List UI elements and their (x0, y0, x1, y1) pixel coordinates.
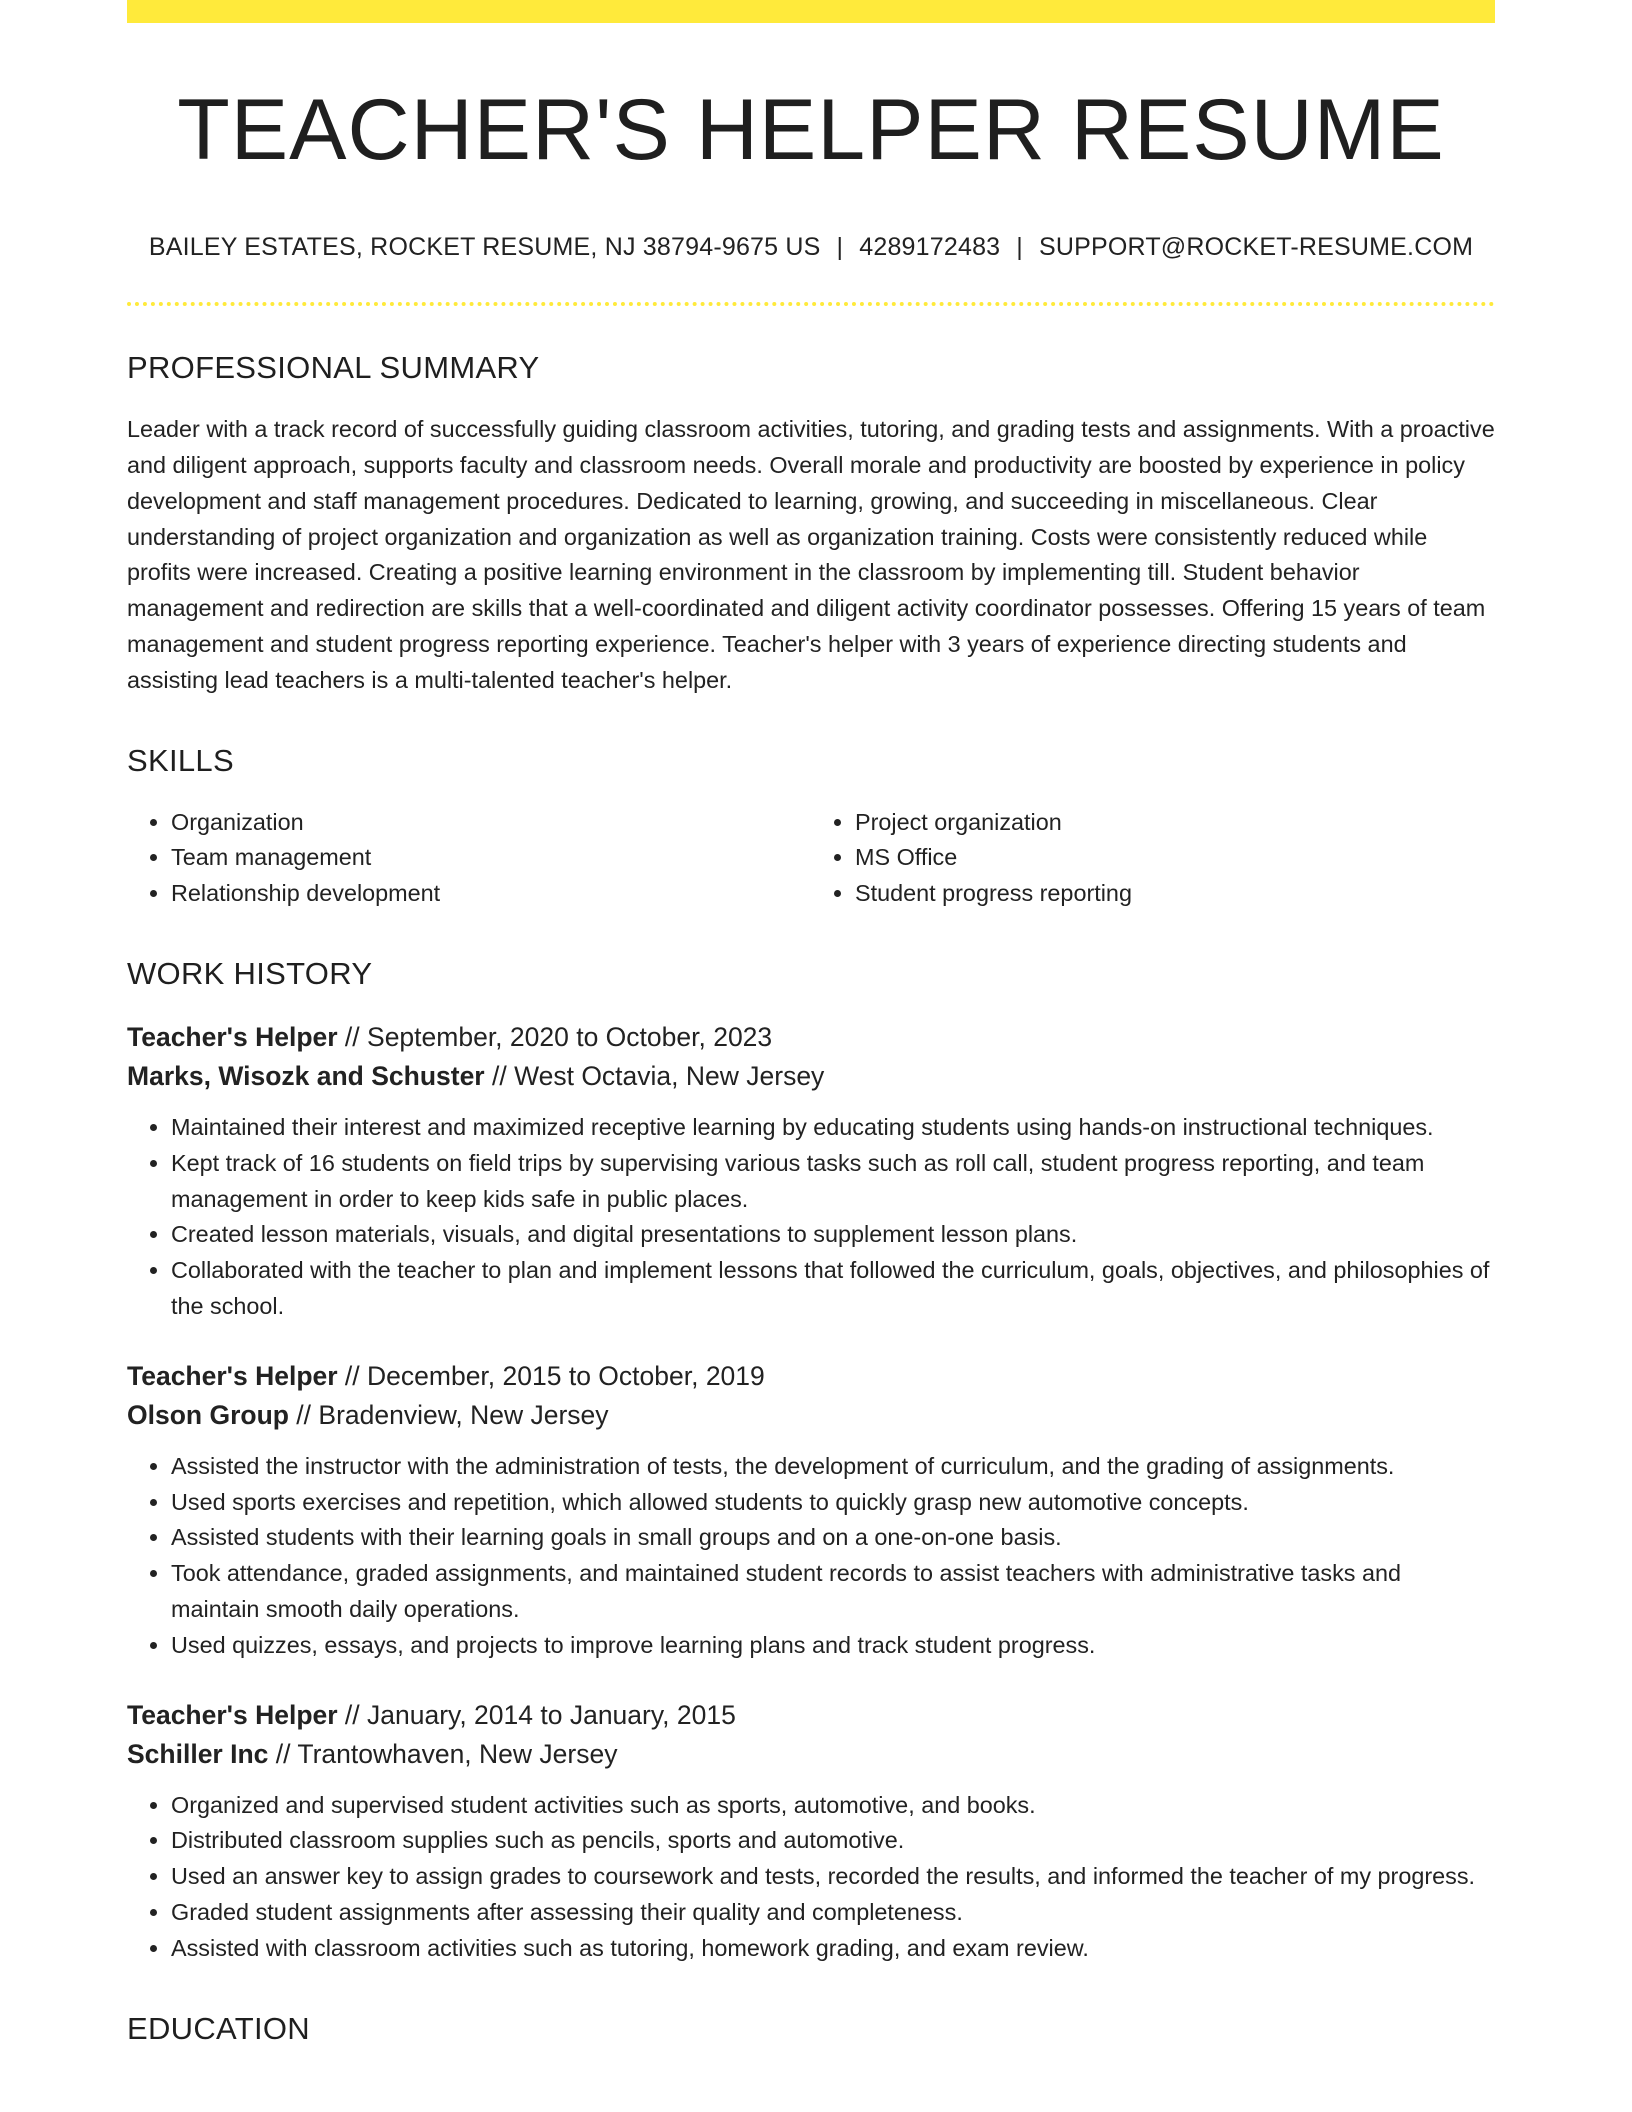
job-location: // Trantowhaven, New Jersey (268, 1738, 618, 1769)
job-bullet: • Took attendance, graded assignments, and maintained student records to assist teachers with administrative tasks and maintain smooth daily operations. (171, 1556, 1495, 1628)
skill-item: • Student progress reporting (855, 876, 1495, 912)
job-title: Teacher's Helper (127, 1360, 338, 1391)
job-entry (127, 1357, 1495, 1664)
contact-address: BAILEY ESTATES, ROCKET RESUME, NJ 38794-9675 US (148, 233, 821, 262)
contact-email[interactable]: SUPPORT@ROCKET-RESUME.COM (1039, 233, 1474, 262)
job-bullet: • Assisted students with their learning goals in small groups and on a one-on-one basis. (171, 1520, 1495, 1556)
top-accent-bar (127, 0, 1495, 23)
work-history-heading: WORK HISTORY (127, 956, 373, 992)
job-company-line (127, 1735, 1495, 1774)
summary-text: Leader with a track record of successfully guiding classroom activities, tutoring, and grading tests and assignments. With a proactive and diligent approach, supports faculty and classroom needs. Overall morale and productivity are boosted by experience in policy development and staff management procedures. Dedicated to learning, growing, and succeeding in miscellaneous. Clear understanding of project organization and organization as well as organization training. Costs were consistently reduced while profits were increased. Creating a positive learning environment in the classroom by implementing till. Student behavior management and redirection are skills that a well-coordinated and diligent activity coordinator possesses. Offering 15 years of team management and student progress reporting experience. Teacher's helper with 3 years of experience directing students and assisting lead teachers is a multi-talented teacher's helper. (127, 416, 1495, 693)
contact-phone: 4289172483 (859, 233, 1001, 262)
skill-item: • Project organization (855, 805, 1495, 841)
job-company: Schiller Inc (127, 1738, 269, 1769)
job-bullets (127, 1110, 1495, 1325)
dotted-divider (127, 302, 1495, 306)
skill-item: • Team management (171, 840, 811, 876)
job-title-line (127, 1357, 1495, 1396)
job-bullet: • Graded student assignments after assessing their quality and completeness. (171, 1895, 1495, 1931)
job-company: Olson Group (127, 1399, 289, 1430)
skill-item: • Relationship development (171, 876, 811, 912)
summary-section (127, 350, 1495, 698)
skills-section (127, 743, 1495, 912)
job-entry (127, 1696, 1495, 1967)
job-bullets (127, 1788, 1495, 1967)
job-location: // Bradenview, New Jersey (288, 1399, 609, 1430)
job-title-line (127, 1018, 1495, 1057)
job-bullet: • Collaborated with the teacher to plan and implement lessons that followed the curriculum, goals, objectives, and philosophies of the school. (171, 1253, 1495, 1325)
contact-separator: | (836, 233, 844, 262)
skills-heading: SKILLS (127, 742, 234, 778)
job-dates: // December, 2015 to October, 2019 (337, 1360, 765, 1391)
job-title-line (127, 1696, 1495, 1735)
skill-item: • MS Office (855, 840, 1495, 876)
job-bullet: • Used sports exercises and repetition, which allowed students to quickly grasp new automotive concepts. (171, 1485, 1495, 1521)
job-company: Marks, Wisozk and Schuster (127, 1061, 485, 1092)
job-dates: // September, 2020 to October, 2023 (337, 1022, 773, 1053)
job-bullet: • Organized and supervised student activities such as sports, automotive, and books. (171, 1788, 1495, 1824)
job-company-line (127, 1396, 1495, 1435)
education-section (127, 2011, 1495, 2047)
job-bullet: • Kept track of 16 students on field trips by supervising various tasks such as roll call, student progress reporting, and team management in order to keep kids safe in public places. (171, 1146, 1495, 1218)
job-bullet: • Assisted with classroom activities such as tutoring, homework grading, and exam review. (171, 1931, 1495, 1967)
job-entry (127, 1018, 1495, 1325)
job-dates: // January, 2014 to January, 2015 (337, 1699, 736, 1730)
skills-left-list (127, 805, 811, 912)
contact-separator: | (1016, 233, 1023, 262)
job-bullet: • Assisted the instructor with the administration of tests, the development of curriculum, and the grading of assignments. (171, 1449, 1495, 1485)
contact-line (127, 233, 1495, 262)
job-company-line (127, 1057, 1495, 1096)
job-title: Teacher's Helper (127, 1699, 338, 1730)
job-bullet: • Used an answer key to assign grades to coursework and tests, recorded the results, and informed the teacher of my progress. (171, 1859, 1495, 1895)
job-title: Teacher's Helper (127, 1022, 338, 1053)
job-bullet: • Created lesson materials, visuals, and digital presentations to supplement lesson plans. (171, 1217, 1495, 1253)
job-bullet: • Maintained their interest and maximized receptive learning by educating students using hands-on instructional techniques. (171, 1110, 1495, 1146)
skills-columns (127, 805, 1495, 912)
job-bullets (127, 1449, 1495, 1664)
education-heading: EDUCATION (127, 2010, 310, 2046)
job-location: // West Octavia, New Jersey (484, 1061, 825, 1092)
summary-heading: PROFESSIONAL SUMMARY (127, 350, 540, 386)
job-bullet: • Distributed classroom supplies such as pencils, sports and automotive. (171, 1823, 1495, 1859)
skills-right-list (811, 805, 1495, 912)
work-history-section (127, 956, 1495, 1967)
resume-page (127, 0, 1495, 2073)
resume-title: TEACHER'S HELPER RESUME (177, 82, 1445, 178)
skill-item: • Organization (171, 805, 811, 841)
job-bullet: • Used quizzes, essays, and projects to improve learning plans and track student progress. (171, 1628, 1495, 1664)
